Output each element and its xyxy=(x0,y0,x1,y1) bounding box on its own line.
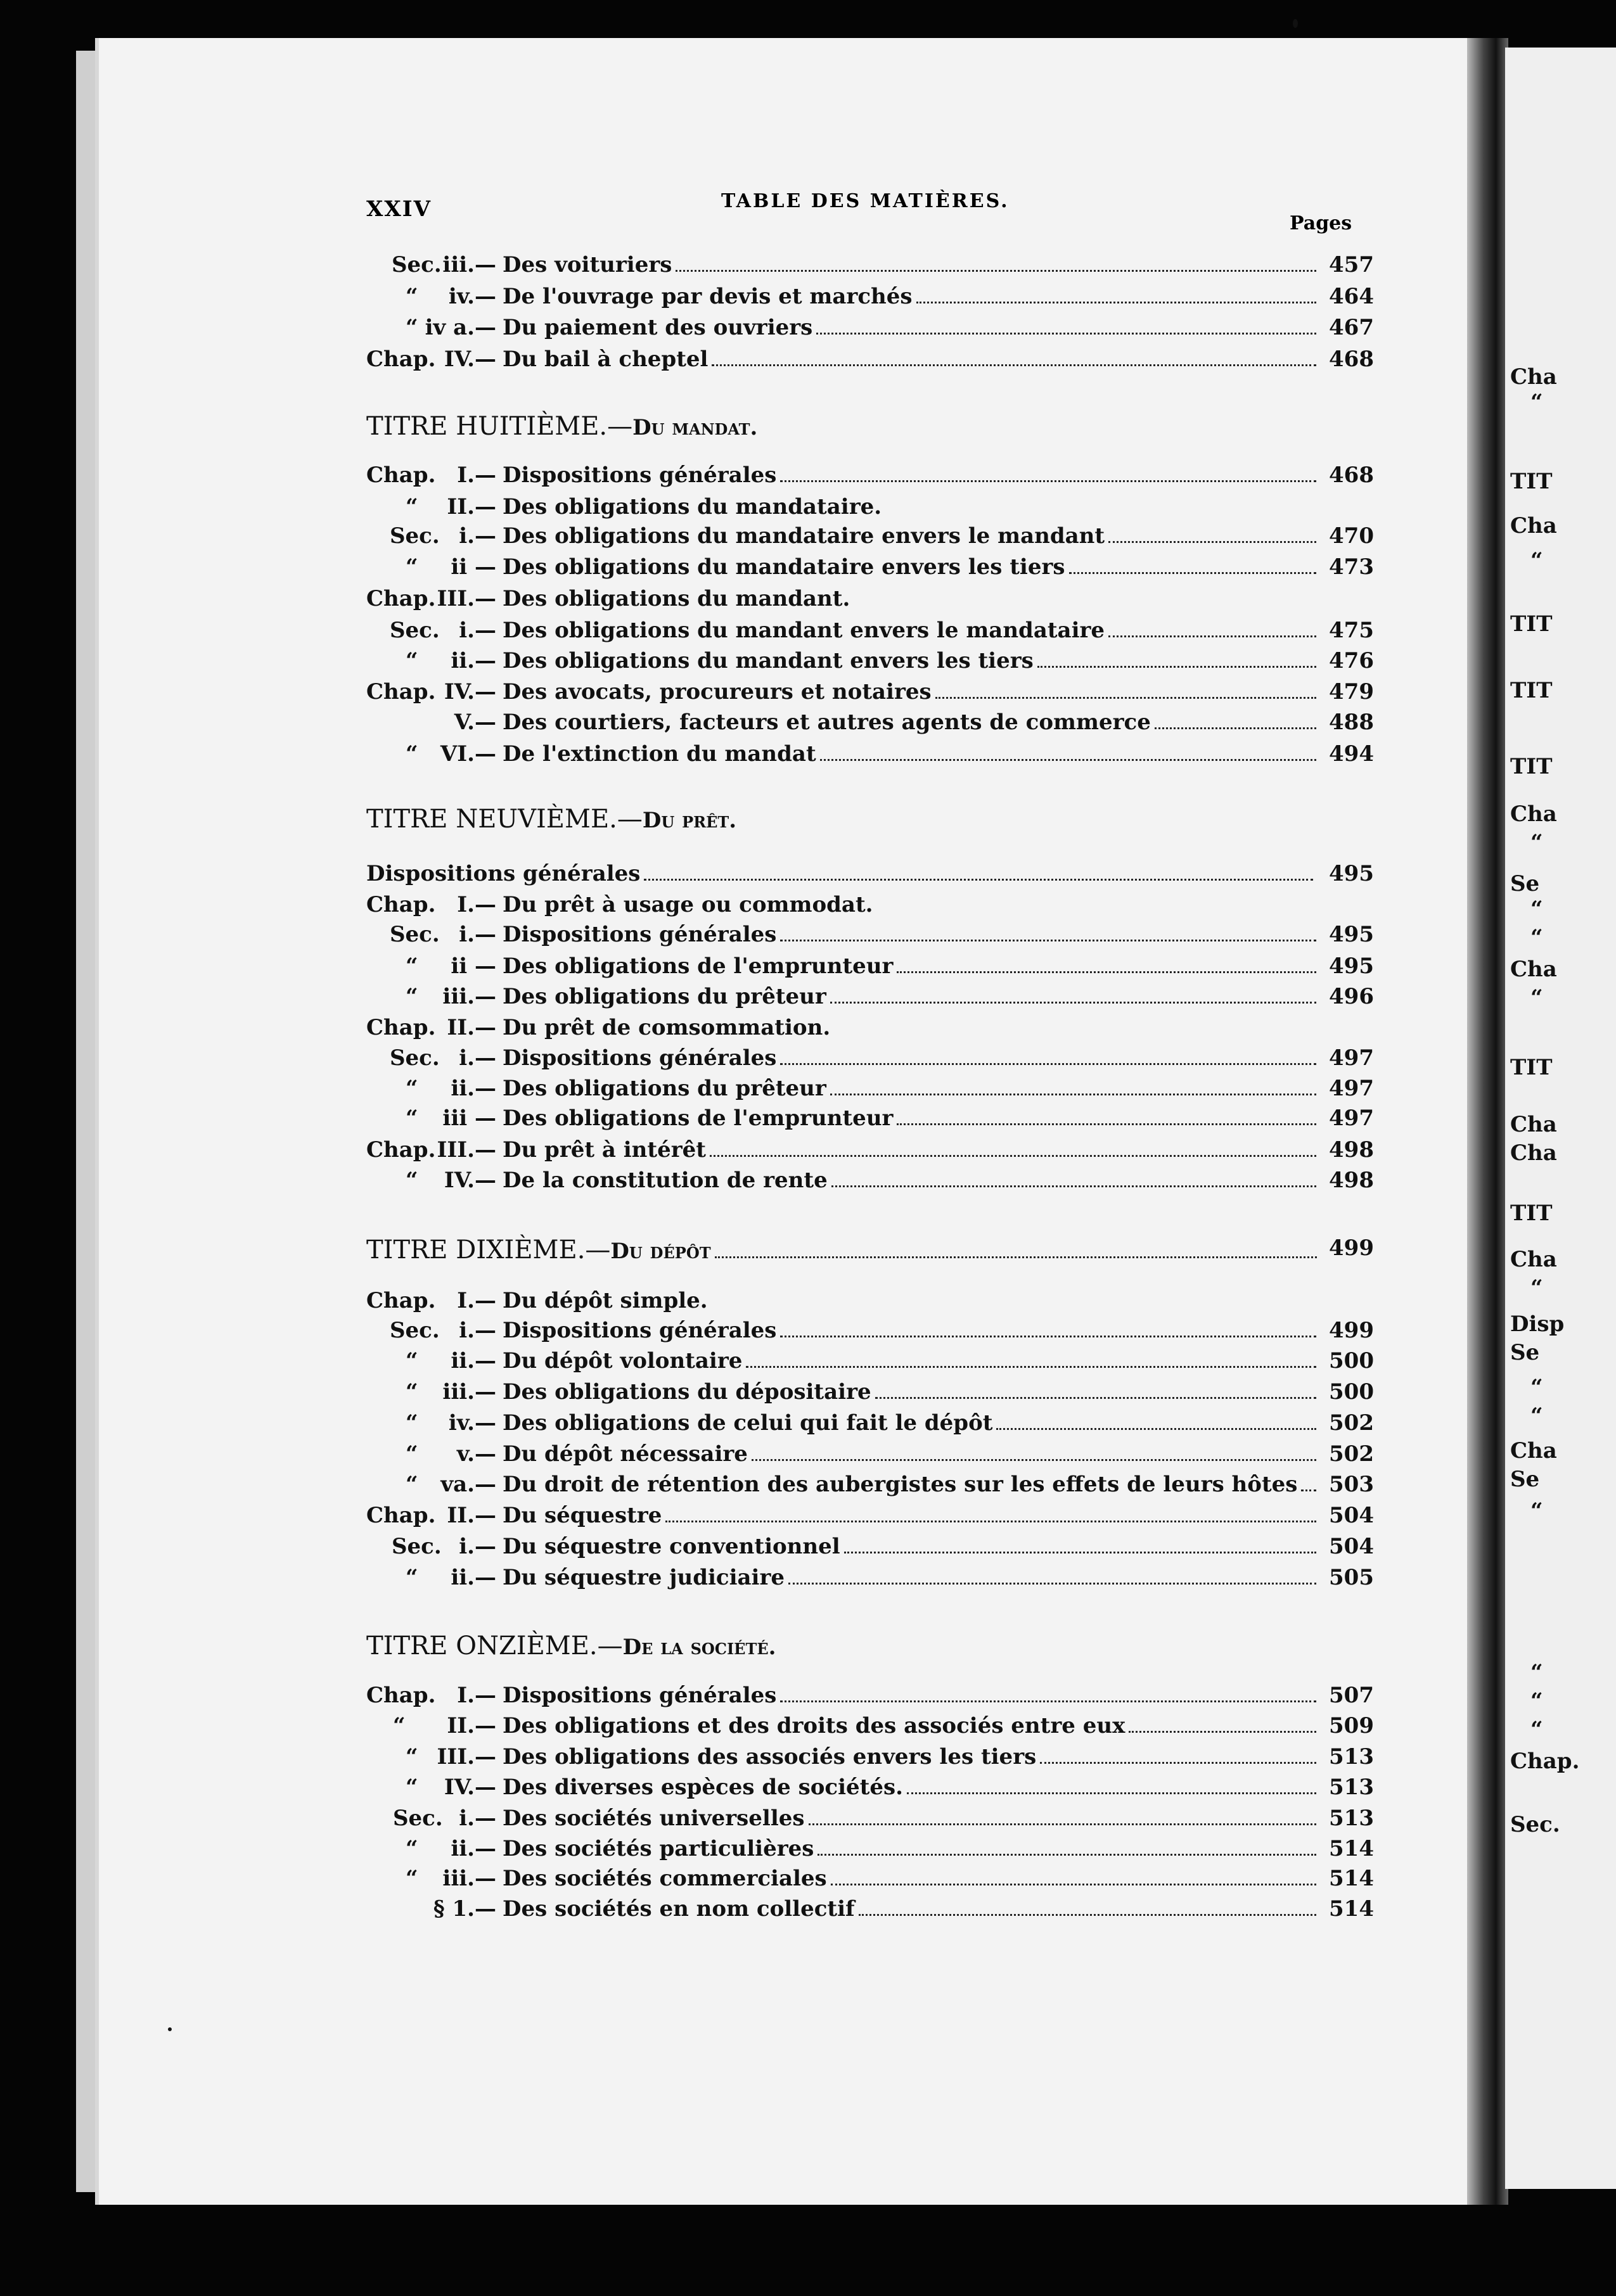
toc-entry-division: Chap. xyxy=(366,1288,436,1313)
toc-entry-number: iii.— xyxy=(442,1866,496,1891)
toc-entry-division: “ xyxy=(406,1410,418,1436)
toc-entry xyxy=(366,679,1374,708)
toc-entry-division: “ xyxy=(406,1076,418,1101)
toc-entry xyxy=(366,1015,1374,1044)
toc-entry-number: II.— xyxy=(447,1713,496,1738)
facing-page-text: Se xyxy=(1510,1340,1540,1365)
toc-page-number: 502 xyxy=(1329,1410,1374,1436)
toc-page-number: 514 xyxy=(1329,1866,1374,1891)
section-title-sub: Du prêt. xyxy=(642,808,737,833)
toc-entry-division: “ xyxy=(406,494,418,520)
toc-entry-text: Des courtiers, facteurs et autres agents de commerce xyxy=(503,710,1151,735)
toc-entry-text: Du bail à cheptel xyxy=(503,347,709,372)
toc-entry-division: “ xyxy=(406,1744,418,1770)
dot-leader xyxy=(644,879,1313,881)
toc-entry-text: Des obligations de l'emprunteur xyxy=(503,953,894,979)
toc-entry-text: Du droit de rétention des aubergistes sur les effets de leurs hôtes xyxy=(503,1472,1298,1497)
toc-page-number: 513 xyxy=(1329,1806,1374,1831)
dot-leader xyxy=(996,1428,1316,1430)
toc-entry-text: Des sociétés commerciales xyxy=(503,1866,827,1891)
section-title-main: TITRE DIXIÈME.— xyxy=(366,1235,611,1265)
dot-leader xyxy=(1129,1731,1316,1733)
toc-entry-text: Des obligations du prêteur xyxy=(503,1076,826,1101)
facing-page-text: Cha xyxy=(1510,1112,1557,1137)
toc-entry-number: iii.— xyxy=(442,252,496,277)
dot-leader xyxy=(780,940,1316,941)
book-gutter xyxy=(1467,38,1508,2205)
toc-entry-number: I.— xyxy=(457,892,496,917)
toc-entry-division: Chap. xyxy=(366,347,436,372)
toc-entry-number: ii — xyxy=(451,554,496,580)
toc-page-number: 498 xyxy=(1329,1168,1374,1193)
toc-entry-division: Chap. xyxy=(366,1137,436,1163)
toc-entry-text: Des obligations du mandataire envers le mandant xyxy=(503,523,1105,549)
facing-page-text: “ xyxy=(1530,1660,1543,1685)
toc-entry-number: ii.— xyxy=(451,1348,496,1374)
dot-leader xyxy=(752,1459,1316,1461)
toc-entry xyxy=(366,1106,1374,1135)
facing-page-text: Cha xyxy=(1510,1140,1557,1166)
toc-entry-text: Du dépôt simple. xyxy=(503,1288,708,1313)
facing-page-text: “ xyxy=(1530,1275,1543,1301)
toc-entry xyxy=(366,1045,1374,1075)
toc-entry-text: Des sociétés universelles xyxy=(503,1806,805,1831)
toc-entry-text: Du séquestre xyxy=(503,1503,662,1528)
toc-page-number: 476 xyxy=(1329,648,1374,673)
toc-entry-number: I.— xyxy=(457,462,496,488)
toc-entry-division: “ xyxy=(406,1565,418,1590)
facing-page-text: Sec. xyxy=(1510,1812,1560,1837)
toc-entry xyxy=(366,1806,1374,1835)
toc-entry-number: i.— xyxy=(459,523,496,549)
dot-leader xyxy=(820,759,1316,761)
dot-leader xyxy=(788,1583,1316,1585)
toc-entry-number: I.— xyxy=(457,1288,496,1313)
toc-entry-number: i.— xyxy=(459,618,496,643)
facing-page-text: TIT xyxy=(1510,1201,1553,1226)
toc-entry-text: Des avocats, procureurs et notaires xyxy=(503,679,932,705)
toc-page-number: 504 xyxy=(1329,1534,1374,1559)
facing-page-text: “ xyxy=(1530,1403,1543,1429)
facing-page-text: “ xyxy=(1530,985,1543,1011)
dot-leader xyxy=(935,697,1316,699)
toc-entry-text: Des sociétés particulières xyxy=(503,1836,814,1861)
toc-entry-division: “ xyxy=(406,1472,418,1497)
toc-page-number: 457 xyxy=(1329,252,1374,277)
facing-page-text: “ xyxy=(1530,1375,1543,1400)
toc-entry xyxy=(366,252,1374,281)
dot-leader xyxy=(1108,635,1316,637)
dot-leader xyxy=(665,1521,1316,1522)
toc-page-number: 502 xyxy=(1329,1441,1374,1467)
toc-page-number: 488 xyxy=(1329,710,1374,735)
toc-entry-text: Du prêt de comsommation. xyxy=(503,1015,831,1040)
dot-leader xyxy=(1301,1489,1316,1491)
toc-entry-text: De l'extinction du mandat xyxy=(503,741,816,767)
toc-entry-number: VI.— xyxy=(440,741,496,767)
scan-speck xyxy=(168,2027,172,2031)
toc-page-number: 497 xyxy=(1329,1076,1374,1101)
toc-entry-text: Du séquestre judiciaire xyxy=(503,1565,785,1590)
dot-leader xyxy=(746,1366,1316,1368)
toc-entry-number: § 1.— xyxy=(433,1896,496,1922)
toc-entry-text: Des sociétés en nom collectif xyxy=(503,1896,855,1922)
toc-entry-text: Des obligations de l'emprunteur xyxy=(503,1106,894,1131)
facing-page-text: “ xyxy=(1530,1498,1543,1524)
facing-page-text: “ xyxy=(1530,896,1543,922)
toc-page-number: 473 xyxy=(1329,554,1374,580)
toc-entry-text: Du séquestre conventionnel xyxy=(503,1534,840,1559)
toc-page-number: 514 xyxy=(1329,1836,1374,1861)
toc-page-number: 498 xyxy=(1329,1137,1374,1163)
toc-entry xyxy=(366,1379,1374,1408)
toc-entry-text: Dispositions générales xyxy=(503,1318,777,1343)
facing-page-text: Cha xyxy=(1510,801,1557,827)
toc-entry-text: Dispositions générales xyxy=(366,861,641,886)
toc-entry-division: “ xyxy=(406,1168,418,1193)
toc-entry-number: III.— xyxy=(437,1744,496,1770)
toc-page-number: 497 xyxy=(1329,1106,1374,1131)
toc-entry-text: Dispositions générales xyxy=(503,462,777,488)
toc-entry-division: Sec. xyxy=(390,523,440,549)
section-title-main: TITRE NEUVIÈME.— xyxy=(366,805,643,834)
toc-entry xyxy=(366,861,1374,890)
toc-entry xyxy=(366,284,1374,313)
toc-entry-number: III.— xyxy=(437,1137,496,1163)
facing-page-text: “ xyxy=(1530,925,1543,950)
toc-entry-text: Des voituriers xyxy=(503,252,672,277)
toc-entry-division: Sec. xyxy=(390,922,440,947)
facing-page-fragment xyxy=(1505,48,1616,2189)
toc-entry-text: Des obligations du dépositaire xyxy=(503,1379,871,1405)
toc-page-number: 504 xyxy=(1329,1503,1374,1528)
dot-leader xyxy=(875,1397,1316,1399)
toc-entry xyxy=(366,922,1374,951)
dot-leader xyxy=(831,1185,1316,1187)
toc-entry xyxy=(366,710,1374,739)
dot-leader xyxy=(830,1094,1316,1095)
toc-entry-text: Du paiement des ouvriers xyxy=(503,315,813,340)
dot-leader xyxy=(1108,541,1316,543)
toc-entry-number: IV.— xyxy=(444,1775,496,1800)
dot-leader xyxy=(712,364,1316,366)
toc-entry-division: Chap. xyxy=(366,679,436,705)
dot-leader xyxy=(816,333,1316,335)
toc-entry-number: IV.— xyxy=(444,679,496,705)
dot-leader xyxy=(818,1854,1316,1856)
facing-page-text: Cha xyxy=(1510,1438,1557,1464)
toc-entry xyxy=(366,618,1374,647)
toc-entry-number: ii.— xyxy=(451,648,496,673)
toc-entry xyxy=(366,1472,1374,1501)
toc-entry-text: Des obligations et des droits des associés entre eux xyxy=(503,1713,1125,1738)
toc-entry-division: “ xyxy=(406,1866,418,1891)
page-title: TABLE DES MATIÈRES. xyxy=(721,190,1010,212)
scan-speck xyxy=(1293,19,1298,28)
toc-page-number: 499 xyxy=(1329,1235,1374,1261)
toc-entry xyxy=(366,1836,1374,1865)
toc-entry-number: ii.— xyxy=(451,1836,496,1861)
facing-page-text: Cha xyxy=(1510,957,1557,982)
section-title xyxy=(366,1235,1374,1265)
toc-entry xyxy=(366,648,1374,677)
toc-entry-division: Chap. xyxy=(366,1015,436,1040)
toc-entry-division: Chap. xyxy=(366,1503,436,1528)
toc-entry-number: iv.— xyxy=(448,284,496,309)
toc-entry-number: i.— xyxy=(459,1806,496,1831)
section-title xyxy=(366,412,1374,441)
toc-page-number: 468 xyxy=(1329,462,1374,488)
toc-entry-text: Des obligations des associés envers les tiers xyxy=(503,1744,1037,1770)
section-title xyxy=(366,805,1374,834)
toc-entry xyxy=(366,1713,1374,1742)
dot-leader xyxy=(897,1123,1316,1125)
toc-entry-number: v.— xyxy=(456,1441,496,1467)
toc-entry-text: Du dépôt nécessaire xyxy=(503,1441,748,1467)
dot-leader xyxy=(809,1823,1316,1825)
dot-leader xyxy=(676,270,1316,272)
toc-page-number: 503 xyxy=(1329,1472,1374,1497)
toc-entry xyxy=(366,1318,1374,1347)
dot-leader xyxy=(1037,666,1316,668)
toc-entry-number: i.— xyxy=(459,1318,496,1343)
toc-entry-number: II.— xyxy=(447,1503,496,1528)
toc-entry xyxy=(366,1534,1374,1563)
toc-entry xyxy=(366,1441,1374,1470)
toc-entry-text: Des diverses espèces de sociétés. xyxy=(503,1775,903,1800)
toc-entry xyxy=(366,1744,1374,1773)
dot-leader xyxy=(916,302,1316,303)
toc-entry-number: iv a.— xyxy=(425,315,496,340)
toc-page-number: 509 xyxy=(1329,1713,1374,1738)
toc-entry-division: Sec. xyxy=(390,1318,440,1343)
dot-leader xyxy=(710,1155,1316,1157)
dot-leader xyxy=(780,480,1316,482)
section-title-main: TITRE ONZIÈME.— xyxy=(366,1631,623,1661)
toc-page-number: 479 xyxy=(1329,679,1374,705)
toc-entry-text: Du prêt à intérêt xyxy=(503,1137,706,1163)
dot-leader xyxy=(897,971,1316,973)
toc-entry-division: Chap. xyxy=(366,586,436,611)
toc-entry-division: “ xyxy=(406,984,418,1009)
toc-entry xyxy=(366,1896,1374,1925)
toc-entry xyxy=(366,347,1374,376)
toc-entry-text: Dispositions générales xyxy=(503,922,777,947)
toc-entry xyxy=(366,554,1374,584)
toc-page-number: 468 xyxy=(1329,347,1374,372)
toc-entry-text: Des obligations du mandant envers les tiers xyxy=(503,648,1034,673)
toc-entry-division: “ xyxy=(406,741,418,767)
facing-page-text: TIT xyxy=(1510,678,1553,703)
toc-entry xyxy=(366,1775,1374,1804)
dot-leader xyxy=(1069,572,1316,574)
toc-entry-text: Des obligations du mandant envers le mandataire xyxy=(503,618,1105,643)
toc-entry-division: “ xyxy=(406,1348,418,1374)
toc-page-number: 475 xyxy=(1329,618,1374,643)
toc-entry-text: Dispositions générales xyxy=(503,1045,777,1071)
toc-entry-text: Des obligations du mandataire. xyxy=(503,494,882,520)
dot-leader xyxy=(1040,1762,1316,1764)
toc-page-number: 513 xyxy=(1329,1744,1374,1770)
toc-page-number: 467 xyxy=(1329,315,1374,340)
toc-entry-number: i.— xyxy=(459,1534,496,1559)
toc-entry xyxy=(366,1076,1374,1105)
toc-entry-number: iv.— xyxy=(448,1410,496,1436)
section-title-sub: Du dépôt xyxy=(610,1239,711,1264)
toc-entry-division: “ xyxy=(406,1379,418,1405)
toc-entry-text: Des obligations de celui qui fait le dépôt xyxy=(503,1410,993,1436)
toc-entry-number: va.— xyxy=(440,1472,496,1497)
toc-entry-division: “ xyxy=(406,1106,418,1131)
toc-page-number: 495 xyxy=(1329,861,1374,886)
toc-entry-division: “ xyxy=(406,554,418,580)
toc-entry-division: Chap. xyxy=(366,1683,436,1708)
toc-entry xyxy=(366,1410,1374,1439)
toc-entry-division: “ xyxy=(406,648,418,673)
toc-entry xyxy=(366,494,1374,523)
dot-leader xyxy=(715,1256,1317,1258)
toc-entry xyxy=(366,1565,1374,1594)
dot-leader xyxy=(831,1884,1316,1885)
toc-page-number: 500 xyxy=(1329,1379,1374,1405)
toc-entry-number: III.— xyxy=(437,586,496,611)
toc-entry-division: Chap. xyxy=(366,892,436,917)
toc-page-number: 495 xyxy=(1329,922,1374,947)
page-number-roman: XXIV xyxy=(366,196,432,222)
toc-entry-text: Des obligations du prêteur xyxy=(503,984,826,1009)
section-title xyxy=(366,1631,1374,1661)
toc-entry-division: Sec. xyxy=(392,1534,442,1559)
dot-leader xyxy=(780,1700,1316,1702)
toc-entry-number: iii.— xyxy=(442,1379,496,1405)
facing-page-text: TIT xyxy=(1510,754,1553,779)
toc-entry-number: iii.— xyxy=(442,984,496,1009)
toc-page-number: 507 xyxy=(1329,1683,1374,1708)
facing-page-text: “ xyxy=(1530,1688,1543,1714)
facing-page-text: Disp xyxy=(1510,1311,1565,1337)
toc-entry-text: De l'ouvrage par devis et marchés xyxy=(503,284,913,309)
page-header xyxy=(366,190,1355,234)
facing-page-text: Cha xyxy=(1510,364,1557,390)
toc-entry-division: Sec. xyxy=(390,1045,440,1071)
toc-entry xyxy=(366,892,1374,921)
toc-entry-number: ii.— xyxy=(451,1076,496,1101)
toc-entry-number: iii — xyxy=(442,1106,496,1131)
toc-entry-number: IV.— xyxy=(444,347,496,372)
toc-entry xyxy=(366,1288,1374,1317)
toc-page-number: 514 xyxy=(1329,1896,1374,1922)
facing-page-text: “ xyxy=(1530,830,1543,855)
toc-entry-number: II.— xyxy=(447,494,496,520)
toc-page-number: 496 xyxy=(1329,984,1374,1009)
toc-entry xyxy=(366,1348,1374,1377)
toc-entry-number: II.— xyxy=(447,1015,496,1040)
facing-page-text: Se xyxy=(1510,1467,1540,1492)
toc-entry-number: i.— xyxy=(459,922,496,947)
toc-entry xyxy=(366,741,1374,770)
toc-entry xyxy=(366,984,1374,1013)
toc-entry-division: Sec. xyxy=(392,252,442,277)
facing-page-text: “ xyxy=(1530,548,1543,573)
facing-page-text: Se xyxy=(1510,871,1540,896)
dot-leader xyxy=(830,1002,1316,1004)
facing-page-text: “ xyxy=(1530,1717,1543,1742)
toc-entry-division: “ xyxy=(406,315,418,340)
toc-entry-division: “ xyxy=(406,1836,418,1861)
toc-page-number: 494 xyxy=(1329,741,1374,767)
toc-page-number: 464 xyxy=(1329,284,1374,309)
toc-page-number: 500 xyxy=(1329,1348,1374,1374)
toc-entry xyxy=(366,953,1374,983)
toc-page-number: 497 xyxy=(1329,1045,1374,1071)
toc-entry xyxy=(366,1137,1374,1166)
facing-page-text: Chap. xyxy=(1510,1749,1580,1774)
section-title-sub: De la société. xyxy=(622,1635,776,1660)
section-title-sub: Du mandat. xyxy=(632,415,758,440)
toc-entry xyxy=(366,1503,1374,1532)
dot-leader xyxy=(780,1063,1316,1065)
toc-entry xyxy=(366,1866,1374,1895)
toc-entry-text: De la constitution de rente xyxy=(503,1168,828,1193)
toc-entry-text: Du dépôt volontaire xyxy=(503,1348,743,1374)
toc-entry-number: V.— xyxy=(454,710,496,735)
toc-entry-division: Chap. xyxy=(366,462,436,488)
toc-entry-text: Des obligations du mandant. xyxy=(503,586,850,611)
toc-entry xyxy=(366,462,1374,492)
toc-entry-division: “ xyxy=(393,1713,406,1738)
dot-leader xyxy=(907,1792,1316,1794)
toc-entry xyxy=(366,315,1374,344)
toc-entry-number: ii.— xyxy=(451,1565,496,1590)
toc-entry xyxy=(366,1168,1374,1197)
dot-leader xyxy=(1155,727,1316,729)
toc-entry-number: IV.— xyxy=(444,1168,496,1193)
toc-entry-number: i.— xyxy=(459,1045,496,1071)
toc-entry-text: Dispositions générales xyxy=(503,1683,777,1708)
dot-leader xyxy=(859,1914,1316,1916)
toc-entry-number: ii — xyxy=(451,953,496,979)
toc-page-number: 470 xyxy=(1329,523,1374,549)
facing-page-text: “ xyxy=(1530,390,1543,415)
facing-page-text: TIT xyxy=(1510,611,1553,637)
toc-entry-division: “ xyxy=(406,1775,418,1800)
pages-column-label: Pages xyxy=(1290,212,1352,234)
toc-entry-division: “ xyxy=(406,953,418,979)
toc-entry-division: “ xyxy=(406,1441,418,1467)
dot-leader xyxy=(780,1336,1316,1337)
toc-entry-text: Des obligations du mandataire envers les tiers xyxy=(503,554,1065,580)
toc-page-number: 499 xyxy=(1329,1318,1374,1343)
toc-entry-division: Sec. xyxy=(390,618,440,643)
toc-entry-division: Sec. xyxy=(393,1806,443,1831)
dot-leader xyxy=(844,1552,1316,1553)
facing-page-text: Cha xyxy=(1510,1247,1557,1272)
facing-page-text: TIT xyxy=(1510,469,1553,494)
toc-entry xyxy=(366,586,1374,615)
facing-page-text: Cha xyxy=(1510,513,1557,539)
toc-entry xyxy=(366,1683,1374,1712)
toc-entry-number: I.— xyxy=(457,1683,496,1708)
section-title-main: TITRE HUITIÈME.— xyxy=(366,412,633,441)
facing-page-text: TIT xyxy=(1510,1055,1553,1080)
toc-entry-division: “ xyxy=(406,284,418,309)
toc-page-number: 513 xyxy=(1329,1775,1374,1800)
toc-entry xyxy=(366,523,1374,552)
toc-page-number: 495 xyxy=(1329,953,1374,979)
toc-page-number: 505 xyxy=(1329,1565,1374,1590)
toc-entry-text: Du prêt à usage ou commodat. xyxy=(503,892,873,917)
